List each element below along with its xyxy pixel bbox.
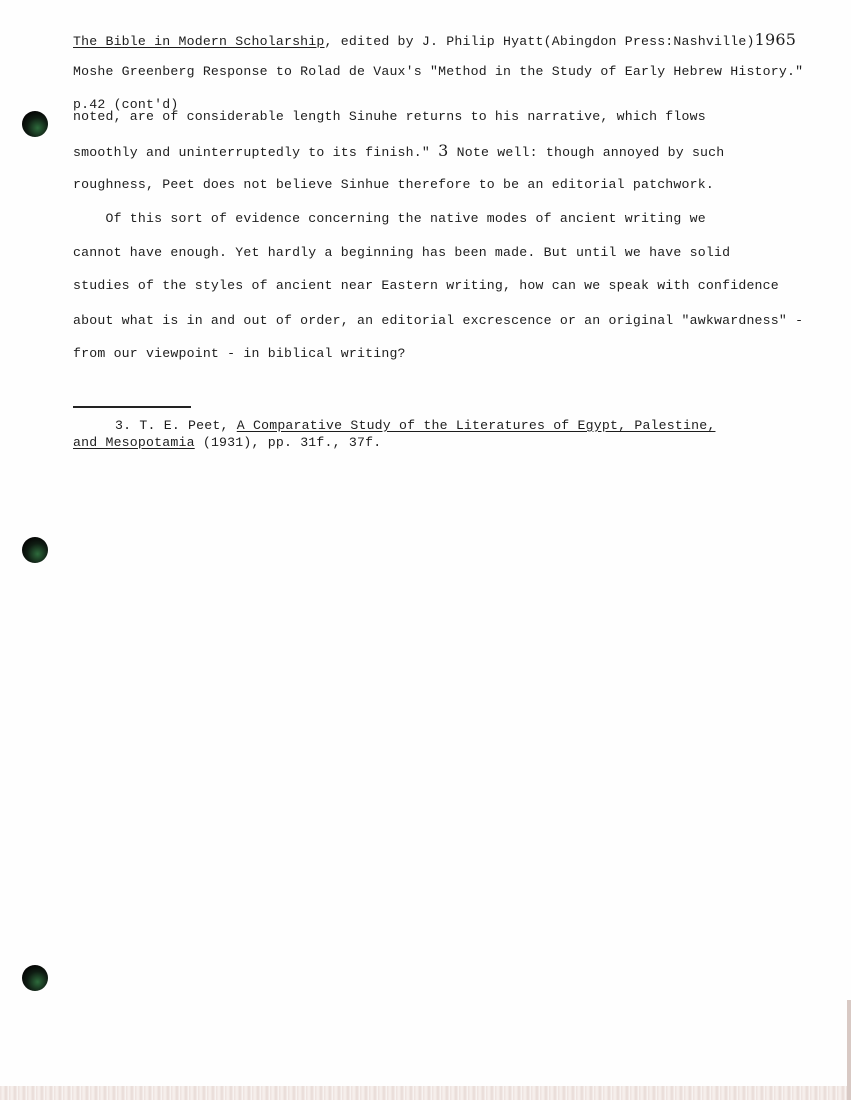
- footnote-line: [73, 435, 381, 450]
- punch-hole: [22, 965, 48, 991]
- punch-hole: [22, 111, 48, 137]
- body-line-tail: Note well: though annoyed by such: [448, 145, 725, 160]
- body-line: cannot have enough. Yet hardly a beginning has been made. But until we have solid: [73, 245, 731, 260]
- body-line: from our viewpoint - in biblical writing?: [73, 346, 406, 361]
- footnote-rule: [73, 406, 191, 408]
- citation-details: , edited by J. Philip Hyatt(Abingdon Press:Nashville): [324, 34, 755, 49]
- paper-edge: [0, 1086, 851, 1100]
- body-line: roughness, Peet does not believe Sinhue therefore to be an editorial patchwork.: [73, 177, 714, 192]
- handwritten-year: 1965: [754, 30, 797, 49]
- footnote-marker: 3: [438, 141, 449, 160]
- footnote-details: (1931), pp. 31f., 37f.: [194, 435, 382, 450]
- body-line-text: smoothly and uninterruptedly to its finish.": [73, 145, 431, 160]
- body-line: noted, are of considerable length Sinuhe returns to his narrative, which flows: [73, 109, 706, 124]
- article-line: Moshe Greenberg Response to Rolad de Vaux's "Method in the Study of Early Hebrew History.": [73, 64, 804, 79]
- footnote-title-cont: and Mesopotamia: [73, 435, 195, 450]
- page-reference: p.42 (cont'd): [73, 97, 179, 112]
- footnote-line: [115, 418, 715, 433]
- body-line: about what is in and out of order, an editorial excrescence or an original "awkwardness" -: [73, 313, 804, 328]
- paper-edge: [847, 1000, 851, 1100]
- footnote-title: A Comparative Study of the Literatures of Egypt, Palestine,: [236, 418, 716, 433]
- body-line: studies of the styles of ancient near Eastern writing, how can we speak with confidence: [73, 278, 779, 293]
- body-line: Of this sort of evidence concerning the native modes of ancient writing we: [73, 211, 706, 226]
- footnote-author: T. E. Peet,: [139, 418, 229, 433]
- punch-hole: [22, 537, 48, 563]
- citation-line: [73, 30, 796, 49]
- footnote-number: 3.: [115, 418, 132, 433]
- book-title: The Bible in Modern Scholarship: [73, 34, 325, 49]
- body-line: [73, 141, 724, 160]
